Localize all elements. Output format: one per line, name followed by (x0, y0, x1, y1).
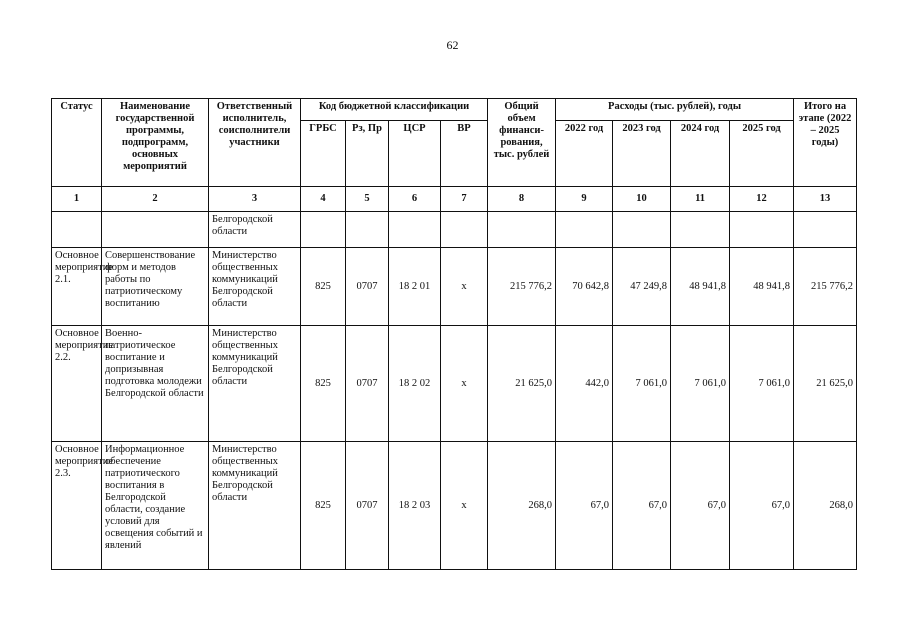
col-num: 11 (671, 187, 730, 212)
header-2023: 2023 год (613, 121, 671, 187)
row-stage-total: 215 776,2 (794, 248, 857, 326)
continuation-executor: Белгородской области (209, 212, 301, 248)
row-grbs: 825 (301, 248, 346, 326)
header-budget-code: Код бюджетной классификации (301, 99, 488, 121)
row-csr: 18 2 01 (389, 248, 441, 326)
row-executor: Министерство общественных коммуникаций Белгородской области (209, 248, 301, 326)
header-name: Наименование государственной программы, подпрограмм, основных мероприятий (102, 99, 209, 187)
table-row (52, 248, 857, 326)
page-number: 62 (446, 38, 459, 52)
col-num: 8 (488, 187, 556, 212)
col-num: 10 (613, 187, 671, 212)
row-status: Основное мероприятие 2.2. (52, 326, 102, 442)
column-number-row (52, 187, 857, 212)
budget-table (51, 98, 857, 570)
header-stage-total: Итого на этапе (2022 – 2025 годы) (794, 99, 857, 187)
row-2023: 67,0 (613, 442, 671, 570)
row-2023: 7 061,0 (613, 326, 671, 442)
col-num: 1 (52, 187, 102, 212)
col-num: 5 (346, 187, 389, 212)
row-2025: 48 941,8 (730, 248, 794, 326)
header-total-volume: Общий объем финанси-рования, тыс. рублей (488, 99, 556, 187)
row-rz-pr: 0707 (346, 326, 389, 442)
row-stage-total: 21 625,0 (794, 326, 857, 442)
row-executor: Министерство общественных коммуникаций Белгородской области (209, 326, 301, 442)
col-num: 12 (730, 187, 794, 212)
header-2022: 2022 год (556, 121, 613, 187)
col-num: 4 (301, 187, 346, 212)
header-rz-pr: Рз, Пр (346, 121, 389, 187)
row-grbs: 825 (301, 442, 346, 570)
row-name: Информационное обеспечение патриотического воспитания в Белгородской области, создание условий для освещения событий и явлений (102, 442, 209, 570)
row-executor: Министерство общественных коммуникаций Белгородской области (209, 442, 301, 570)
row-vr: x (441, 248, 488, 326)
header-csr: ЦСР (389, 121, 441, 187)
col-num: 6 (389, 187, 441, 212)
row-status: Основное мероприятие 2.1. (52, 248, 102, 326)
row-total: 215 776,2 (488, 248, 556, 326)
row-name: Совершенствование форм и методов работы по патриотическому воспитанию (102, 248, 209, 326)
col-num: 9 (556, 187, 613, 212)
row-2025: 67,0 (730, 442, 794, 570)
row-2022: 442,0 (556, 326, 613, 442)
row-2022: 67,0 (556, 442, 613, 570)
row-stage-total: 268,0 (794, 442, 857, 570)
row-rz-pr: 0707 (346, 442, 389, 570)
row-grbs: 825 (301, 326, 346, 442)
row-name: Военно-патриотическое воспитание и допризывная подготовка молодежи Белгородской области (102, 326, 209, 442)
header-executor: Ответственный исполнитель, соисполнители участники (209, 99, 301, 187)
continuation-row (52, 212, 857, 248)
row-total: 21 625,0 (488, 326, 556, 442)
header-grbs: ГРБС (301, 121, 346, 187)
row-vr: x (441, 442, 488, 570)
header-expenses: Расходы (тыс. рублей), годы (556, 99, 794, 121)
header-status: Статус (52, 99, 102, 187)
row-2024: 67,0 (671, 442, 730, 570)
row-vr: x (441, 326, 488, 442)
col-num: 3 (209, 187, 301, 212)
col-num: 2 (102, 187, 209, 212)
row-total: 268,0 (488, 442, 556, 570)
table-row (52, 442, 857, 570)
row-csr: 18 2 03 (389, 442, 441, 570)
row-2024: 48 941,8 (671, 248, 730, 326)
row-rz-pr: 0707 (346, 248, 389, 326)
header-vr: ВР (441, 121, 488, 187)
header-2024: 2024 год (671, 121, 730, 187)
row-status: Основное мероприятие 2.3. (52, 442, 102, 570)
col-num: 7 (441, 187, 488, 212)
row-2023: 47 249,8 (613, 248, 671, 326)
header-2025: 2025 год (730, 121, 794, 187)
table-row (52, 326, 857, 442)
row-csr: 18 2 02 (389, 326, 441, 442)
row-2024: 7 061,0 (671, 326, 730, 442)
row-2025: 7 061,0 (730, 326, 794, 442)
col-num: 13 (794, 187, 857, 212)
row-2022: 70 642,8 (556, 248, 613, 326)
